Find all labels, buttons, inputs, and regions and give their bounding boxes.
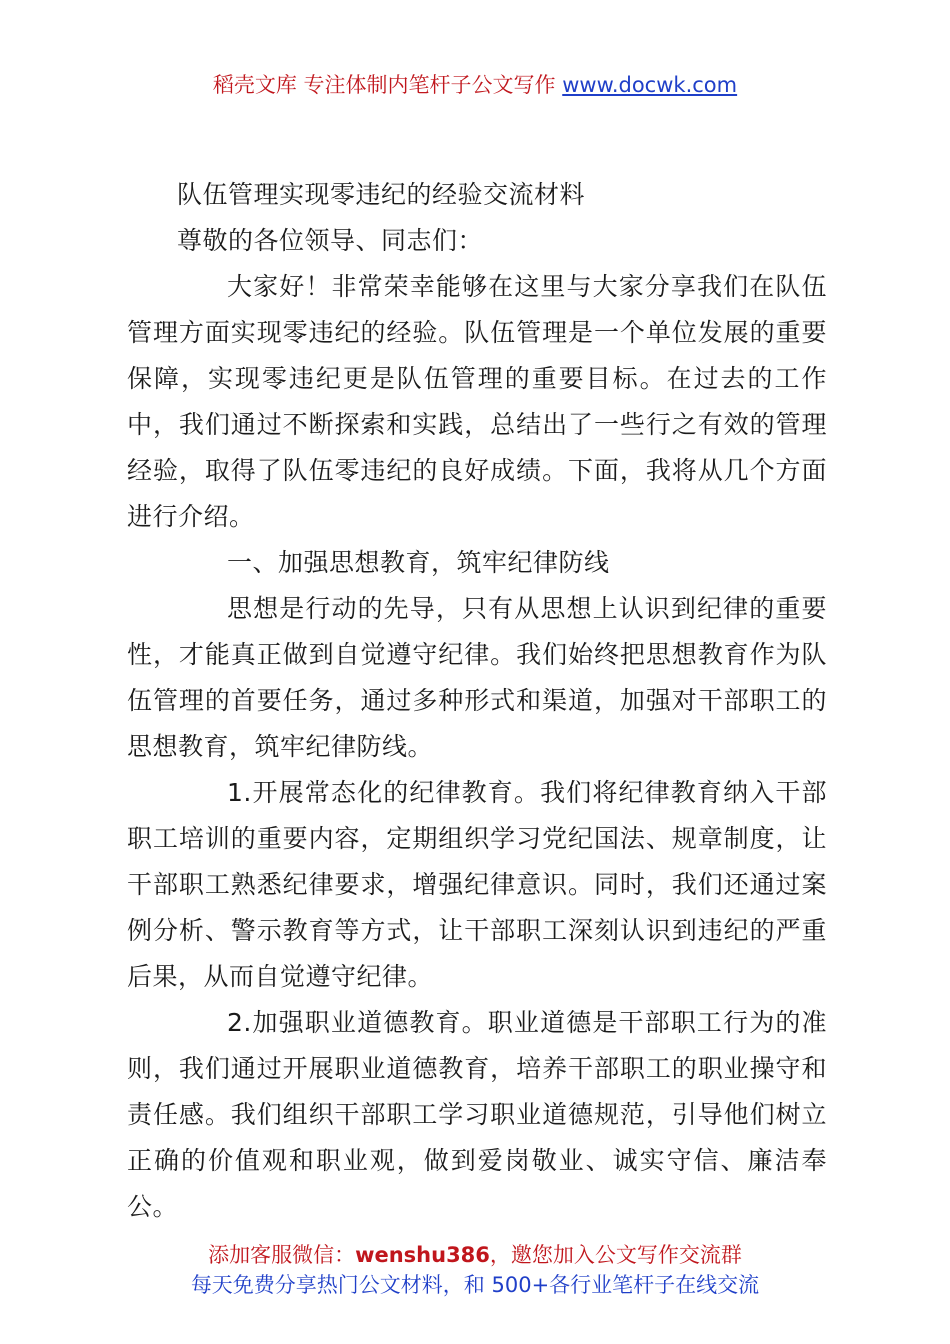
- document-body: [127, 172, 827, 1230]
- paragraph-item-1: 1.开展常态化的纪律教育。我们将纪律教育纳入干部职工培训的重要内容，定期组织学习党纪国法、规章制度，让干部职工熟悉纪律要求，增强纪律意识。同时，我们还通过案例分析、警示教育等方式，让干部职工深刻认识到违纪的严重后果，从而自觉遵守纪律。: [127, 778, 827, 991]
- paragraph-intro: 大家好！非常荣幸能够在这里与大家分享我们在队伍管理方面实现零违纪的经验。队伍管理是一个单位发展的重要保障，实现零违纪更是队伍管理的重要目标。在过去的工作中，我们通过不断探索和实践，总结出了一些行之有效的管理经验，取得了队伍零违纪的良好成绩。下面，我将从几个方面进行介绍。: [127, 272, 827, 531]
- page-footer: [0, 1240, 950, 1300]
- footer-wechat-suffix: ，邀您加入公文写作交流群: [489, 1243, 742, 1267]
- page-header: [0, 70, 950, 100]
- paragraph-item-2: 2.加强职业道德教育。职业道德是干部职工行为的准则，我们通过开展职业道德教育，培养干部职工的职业操守和责任感。我们组织干部职工学习职业道德规范，引导他们树立正确的价值观和职业观，做到爱岗敬业、诚实守信、廉洁奉公。: [127, 1008, 827, 1221]
- footer-wechat-id: wenshu386: [355, 1243, 490, 1267]
- header-website-link[interactable]: www.docwk.com: [562, 73, 738, 97]
- footer-share-line: 每天免费分享热门公文材料，和 500+各行业笔杆子在线交流: [190, 1273, 760, 1297]
- section-heading-1: 一、加强思想教育，筑牢纪律防线: [227, 548, 610, 577]
- document-title: 队伍管理实现零违纪的经验交流材料: [177, 180, 586, 209]
- paragraph-thought: 思想是行动的先导，只有从思想上认识到纪律的重要性，才能真正做到自觉遵守纪律。我们始终把思想教育作为队伍管理的首要任务，通过多种形式和渠道，加强对干部职工的思想教育，筑牢纪律防线。: [127, 594, 827, 761]
- footer-wechat-prefix: 添加客服微信：: [208, 1243, 356, 1267]
- document-greeting: 尊敬的各位领导、同志们：: [177, 226, 484, 255]
- header-brand-text: 稻壳文库 专注体制内笔杆子公文写作: [212, 73, 563, 97]
- footer-wechat-line: [0, 1240, 950, 1270]
